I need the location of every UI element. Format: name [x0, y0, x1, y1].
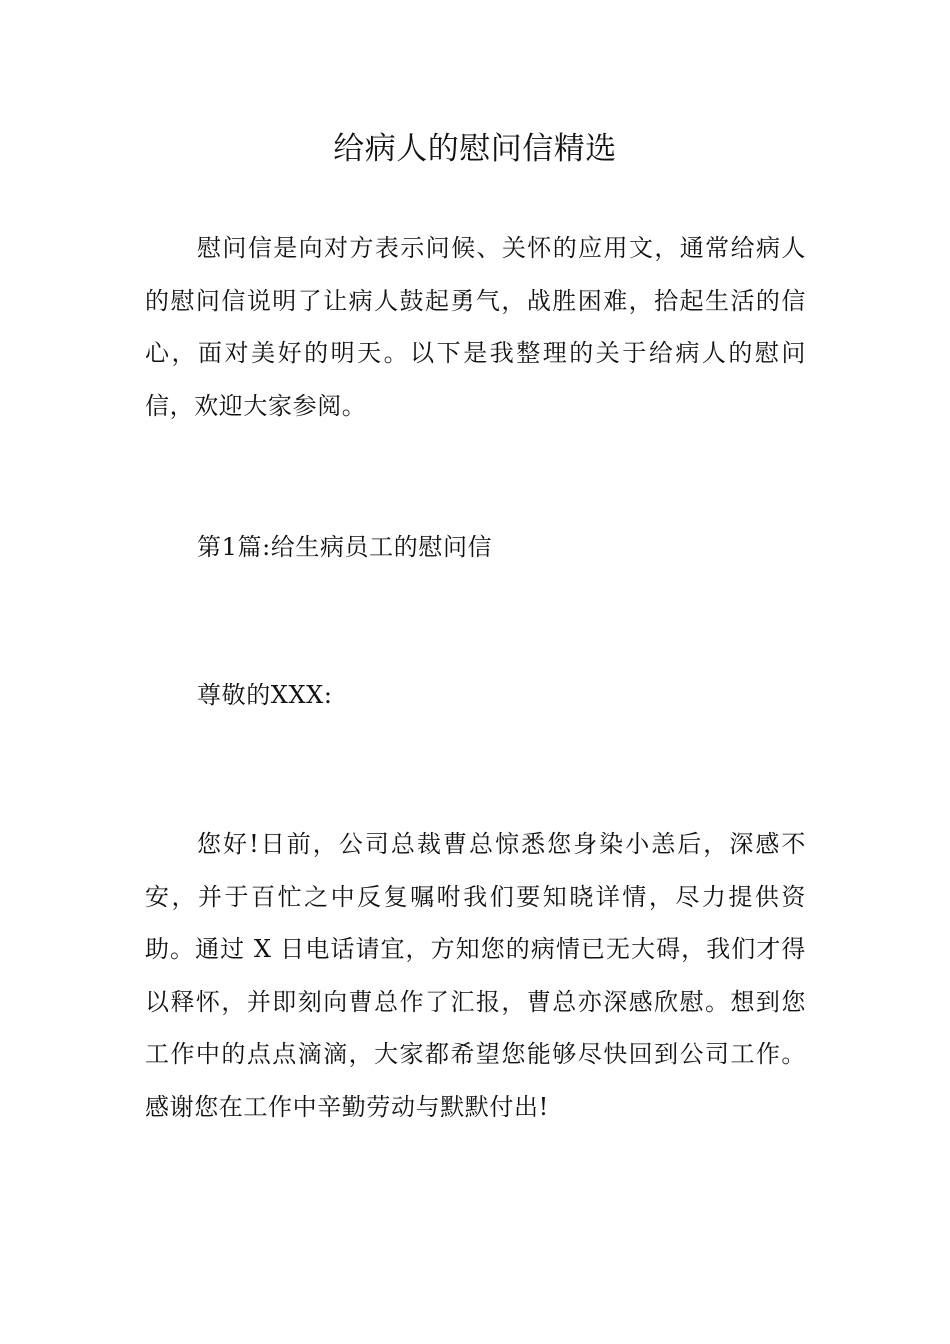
- section-heading: 第1篇:给生病员工的慰问信: [197, 533, 493, 561]
- intro-paragraph: 慰问信是向对方表示问候、关怀的应用文，通常给病人的慰问信说明了让病人鼓起勇气，战胜困难，拾起生活的信心，面对美好的明天。以下是我整理的关于给病人的慰问信，欢迎大家参阅。: [145, 234, 806, 420]
- document-title: 给病人的慰问信精选: [333, 131, 617, 167]
- body-paragraph: 您好!日前，公司总裁曹总惊悉您身染小恙后，深感不安，并于百忙之中反复嘱咐我们要知晓详情，尽力提供资助。通过 X 日电话请宜，方知您的病情已无大碍，我们才得以释怀，并即刻向曹总作了汇报，曹总亦深感欣慰。想到您工作中的点点滴滴，大家都希望您能够尽快回到公司工作。感谢您在工作中辛勤劳动与默默付出!: [145, 830, 806, 1121]
- salutation: 尊敬的XXX:: [197, 681, 333, 709]
